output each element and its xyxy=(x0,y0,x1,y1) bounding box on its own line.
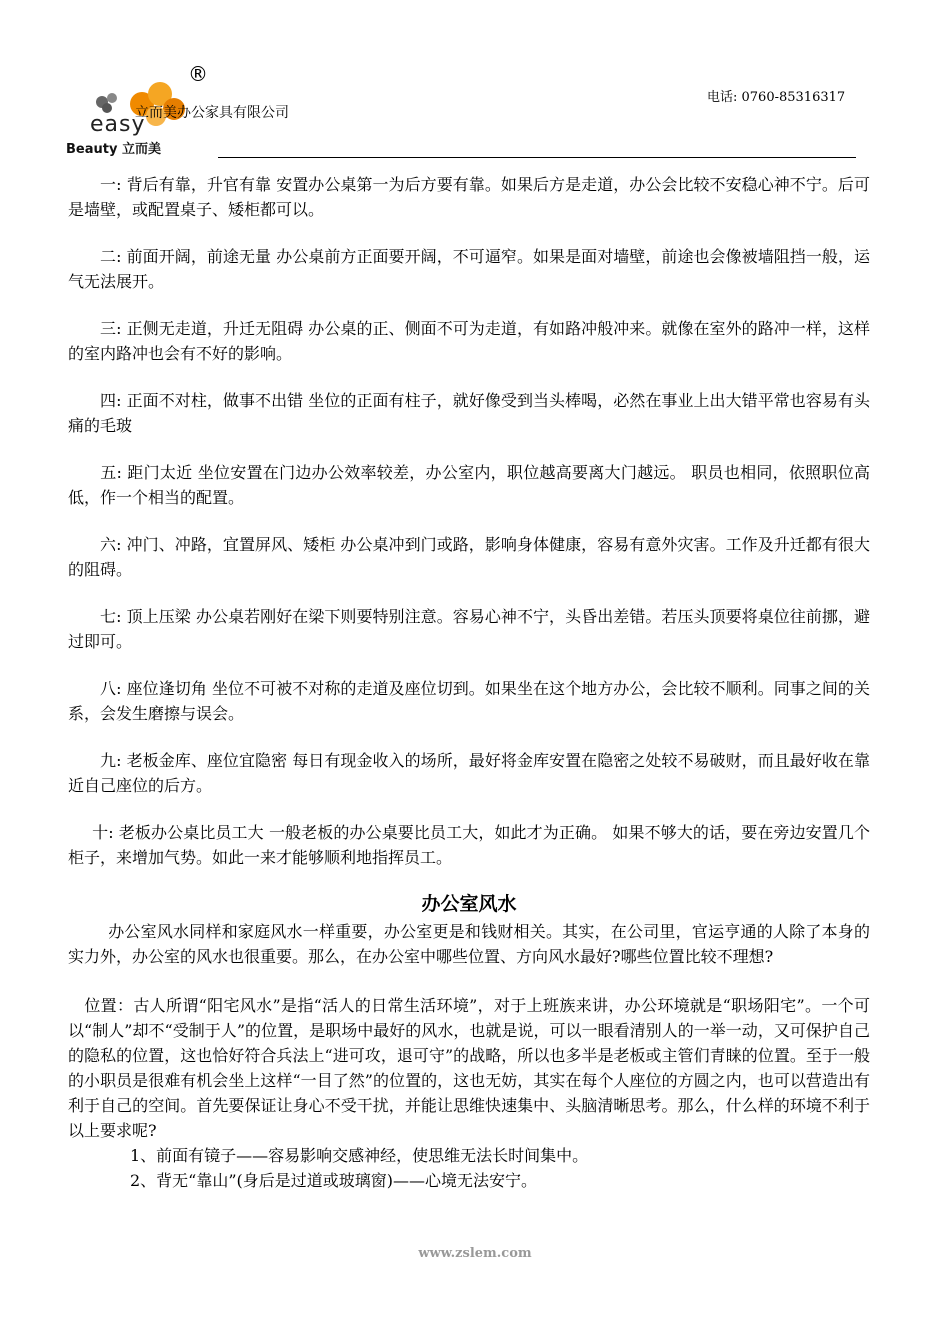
intro-text: 办公室风水同样和家庭风水一样重要，办公室更是和钱财相关。其实，在公司里，官运亨通的人除了本身的实力外，办公室的风水也很重要。那么，在办公室中哪些位置、方向风水最好?哪些位置比较不理想? xyxy=(68,922,870,966)
position-paragraph xyxy=(68,993,870,1143)
company-name: 立而美办公家具有限公司 xyxy=(135,105,289,121)
tip-text: 四: 正面不对柱，做事不出错 坐位的正面有柱子，就好像受到当头棒喝，必然在事业上出大错平常也容易有头痛的毛玻 xyxy=(68,391,870,435)
section-title: 办公室风水 xyxy=(421,893,517,915)
tip-text: 九: 老板金库、座位宜隐密 每日有现金收入的场所，最好将金库安置在隐密之处较不易破财，而且最好收在靠近自己座位的后方。 xyxy=(68,751,870,795)
position-text: 位置：古人所谓“阳宅风水”是指“活人的日常生活环境”，对于上班族来讲，办公环境就是“职场阳宅”。一个可以“制人”却不“受制于人”的位置，是职场中最好的风水，也就是说，可以一眼看清别人的一举一动，又可保护自己的隐私的位置，这也恰好符合兵法上“进可攻，退可守”的战略，所以也多半是老板或主管们青睐的位置。至于一般的小职员是很难有机会坐上这样“一目了然”的位置的，这也无妨，其实在每个人座位的方圆之内，也可以营造出有利于自己的空间。首先要保证让身心不受干扰，并能让思维快速集中、头脑清晰思考。那么，什么样的环境不利于以上要求呢? xyxy=(68,996,870,1140)
registered-mark: ® xyxy=(188,62,208,86)
tip-text: 七: 顶上压梁 办公桌若刚好在梁下则要特别注意。容易心神不宁，头昏出差错。若压头顶要将桌位往前挪，避过即可。 xyxy=(68,607,870,651)
tip-paragraph xyxy=(68,604,870,654)
tip-paragraph xyxy=(68,532,870,582)
footer-url: www.zslem.com xyxy=(418,1246,532,1261)
tip-text: 一: 背后有靠，升官有靠 安置办公桌第一为后方要有靠。如果后方是走道，办公会比较不安稳心神不宁。后可是墙壁，或配置桌子、矮柜都可以。 xyxy=(68,175,870,219)
tip-text: 五: 距门太近 坐位安置在门边办公效率较差，办公室内，职位越高要离大门越远。 职员也相同，依照职位高低，作一个相当的配置。 xyxy=(68,463,870,507)
tip-paragraph xyxy=(68,172,870,222)
logo-wordmark: easy xyxy=(90,112,146,137)
tip-text: 十: 老板办公桌比员工大 一般老板的办公桌要比员工大，如此才为正确。 如果不够大的话，要在旁边安置几个柜子，来增加气势。如此一来才能够顺利地指挥员工。 xyxy=(68,823,870,867)
logo-tagline: Beauty 立而美 xyxy=(66,142,161,157)
document-body xyxy=(68,172,870,1193)
tip-paragraph xyxy=(68,460,870,510)
tip-text: 六: 冲门、冲路，宜置屏风、矮柜 办公桌冲到门或路，影响身体健康，容易有意外灾害。工作及升迁都有很大的阻碍。 xyxy=(68,535,870,579)
tip-text: 三: 正侧无走道，升迁无阻碍 办公桌的正、侧面不可为走道，有如路冲般冲来。就像在室外的路冲一样，这样的室内路冲也会有不好的影响。 xyxy=(68,319,870,363)
page-header xyxy=(0,0,950,165)
tip-paragraph xyxy=(68,748,870,798)
tip-paragraph xyxy=(68,388,870,438)
tip-paragraph xyxy=(68,316,870,366)
tip-text: 八: 座位逢切角 坐位不可被不对称的走道及座位切到。如果坐在这个地方办公，会比较不顺利。同事之间的关系，会发生磨擦与误会。 xyxy=(68,679,870,723)
section-intro xyxy=(68,919,870,969)
tip-paragraph xyxy=(68,820,870,870)
list-item: 1、前面有镜子——容易影响交感神经，使思维无法长时间集中。 xyxy=(130,1146,589,1165)
list-item: 2、背无“靠山”(身后是过道或玻璃窗)——心境无法安宁。 xyxy=(130,1171,538,1190)
header-rule xyxy=(218,157,856,158)
tip-paragraph xyxy=(68,244,870,294)
phone-number: 电话: 0760-85316317 xyxy=(707,90,846,105)
tip-paragraph xyxy=(68,676,870,726)
tip-text: 二: 前面开阔，前途无量 办公桌前方正面要开阔，不可逼窄。如果是面对墙壁，前途也会像被墙阻挡一般，运气无法展开。 xyxy=(68,247,870,291)
